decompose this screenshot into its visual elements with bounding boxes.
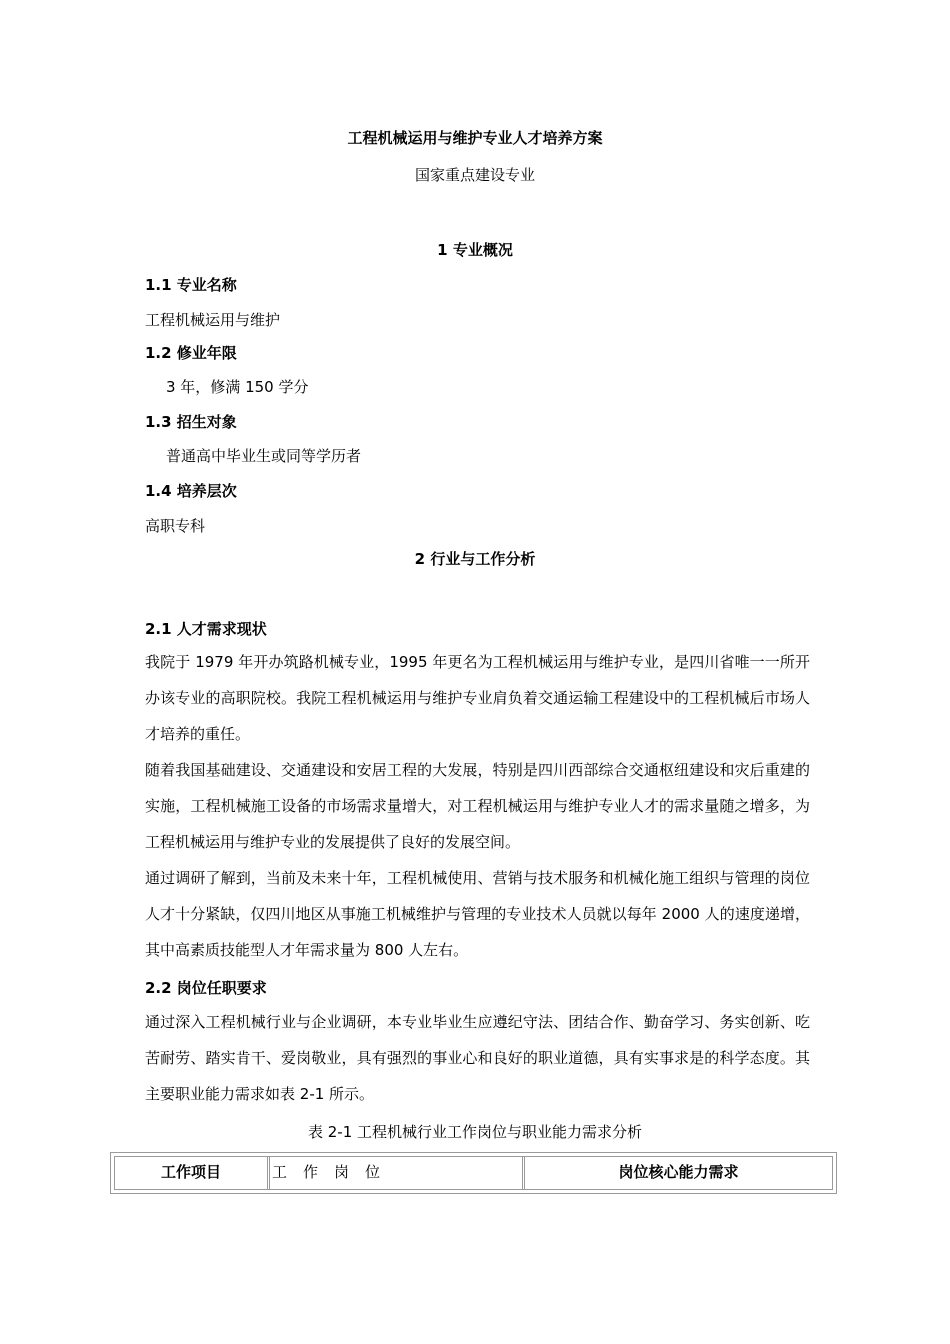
- table-header-core-ability: 岗位核心能力需求: [618, 1163, 739, 1181]
- section-1-1-heading: 1.1 专业名称: [145, 276, 237, 294]
- chapter-2-heading: 2 行业与工作分析: [414, 550, 536, 568]
- table-header-work-item: 工作项目: [160, 1163, 221, 1181]
- paragraph-talent-history: 我院于 1979 年开办筑路机械专业，1995 年更名为工程机械运用与维护专业，是四川省唯一一所开办该专业的高职院校。我院工程机械运用与维护专业肩负着交通运输工程建设中的工程机械后市场人才培养的重任。: [145, 653, 810, 743]
- table-header-row: [114, 1156, 833, 1190]
- table-caption: 表 2-1 工程机械行业工作岗位与职业能力需求分析: [307, 1123, 643, 1141]
- section-1-3-heading: 1.3 招生对象: [145, 413, 237, 431]
- section-1-1-text: 工程机械运用与维护: [145, 311, 281, 329]
- paragraph-survey-findings: 通过调研了解到，当前及未来十年，工程机械使用、营销与技术服务和机械化施工组织与管理的岗位人才十分紧缺，仅四川地区从事施工机械维护与管理的专业技术人员就以每年 2000 人的速度递增，其中高素质技能型人才年需求量为 800 人左右。: [145, 869, 810, 959]
- table-header-job-position: 工作岗位: [272, 1163, 397, 1181]
- section-1-4-heading: 1.4 培养层次: [145, 482, 237, 500]
- ability-table: [110, 1152, 837, 1194]
- document-title: 工程机械运用与维护专业人才培养方案: [347, 129, 603, 147]
- section-2-1-heading: 2.1 人才需求现状: [145, 620, 267, 638]
- section-1-4-text: 高职专科: [145, 517, 206, 535]
- paragraph-market-demand: 随着我国基础建设、交通建设和安居工程的大发展，特别是四川西部综合交通枢纽建设和灾后重建的实施，工程机械施工设备的市场需求量增大，对工程机械运用与维护专业人才的需求量随之增多，为工程机械运用与维护专业的发展提供了良好的发展空间。: [145, 761, 810, 851]
- chapter-1-heading: 1 专业概况: [437, 241, 513, 259]
- paragraph-job-requirements: 通过深入工程机械行业与企业调研，本专业毕业生应遵纪守法、团结合作、勤奋学习、务实创新、吃苦耐劳、踏实肯干、爱岗敬业，具有强烈的事业心和良好的职业道德，具有实事求是的科学态度。其主要职业能力需求如表 2-1 所示。: [145, 1013, 810, 1103]
- document-subtitle: 国家重点建设专业: [414, 166, 535, 184]
- section-1-2-heading: 1.2 修业年限: [145, 344, 237, 362]
- section-1-2-text: 3 年，修满 150 学分: [166, 378, 309, 396]
- section-2-2-heading: 2.2 岗位任职要求: [145, 979, 267, 997]
- section-1-3-text: 普通高中毕业生或同等学历者: [166, 447, 362, 465]
